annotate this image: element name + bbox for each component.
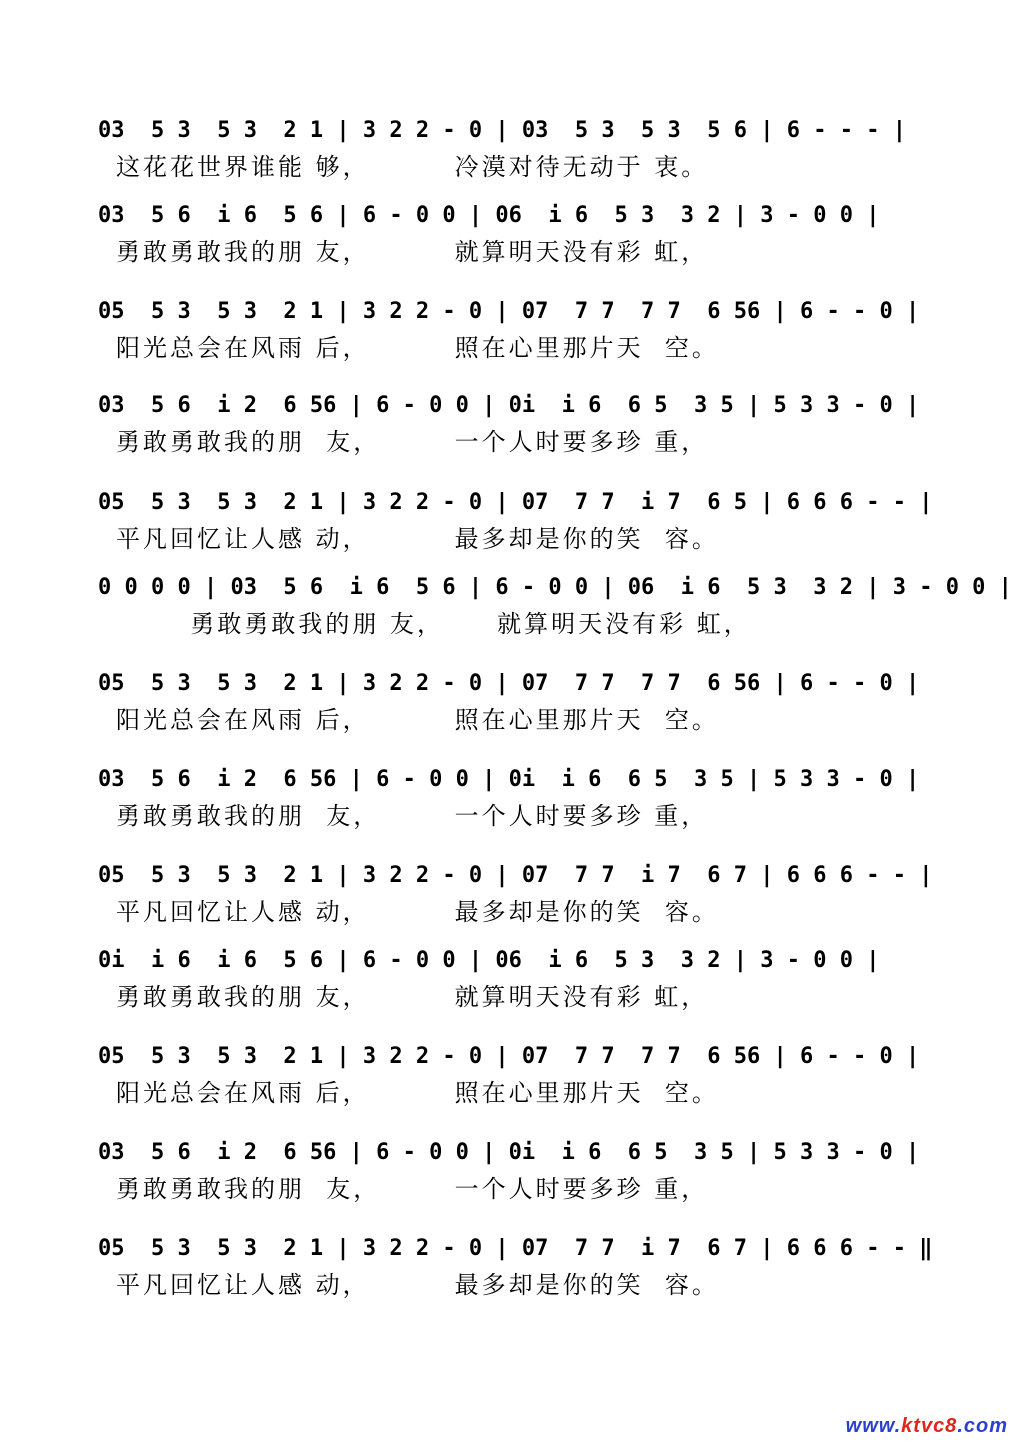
lyrics-line: 勇敢勇敢我的朋 友， 一个人时要多珍 重， — [116, 428, 709, 456]
notation-line: 05 5 3 5 3 2 1 | 3 2 2 - 0 | 07 7 7 i 7 6 7 | 6 6 6 - - ‖ — [98, 1236, 933, 1261]
score-line-3 — [0, 297, 1024, 383]
lyrics-line: 勇敢勇敢我的朋 友， 就算明天没有彩 虹， — [116, 610, 751, 638]
lyrics-line: 阳光总会在风雨 后， 照在心里那片天 空。 — [116, 334, 719, 362]
score-line-4 — [0, 391, 1024, 477]
lyrics-line: 平凡回忆让人感 动， 最多却是你的笑 容。 — [116, 1271, 719, 1299]
lyrics-line: 勇敢勇敢我的朋 友， 就算明天没有彩 虹， — [116, 238, 709, 266]
watermark-domain: ktvc8 — [901, 1415, 958, 1437]
score-line-6 — [0, 573, 1024, 659]
lyrics-line: 勇敢勇敢我的朋 友， 就算明天没有彩 虹， — [116, 983, 709, 1011]
notation-line: 05 5 3 5 3 2 1 | 3 2 2 - 0 | 07 7 7 7 7 6 56 | 6 - - 0 | — [98, 1044, 920, 1069]
score-line-9 — [0, 861, 1024, 947]
lyrics-line: 勇敢勇敢我的朋 友， 一个人时要多珍 重， — [116, 1175, 709, 1203]
score-line-2 — [0, 201, 1024, 287]
lyrics-line: 平凡回忆让人感 动， 最多却是你的笑 容。 — [116, 525, 719, 553]
score-line-1 — [0, 116, 1024, 202]
notation-line: 05 5 3 5 3 2 1 | 3 2 2 - 0 | 07 7 7 i 7 6 5 | 6 6 6 - - | — [98, 490, 933, 515]
notation-line: 03 5 6 i 2 6 56 | 6 - 0 0 | 0i i 6 6 5 3 5 | 5 3 3 - 0 | — [98, 393, 920, 418]
notation-line: 03 5 6 i 2 6 56 | 6 - 0 0 | 0i i 6 6 5 3 5 | 5 3 3 - 0 | — [98, 767, 920, 792]
score-line-13 — [0, 1234, 1024, 1320]
notation-line: 03 5 6 i 2 6 56 | 6 - 0 0 | 0i i 6 6 5 3 5 | 5 3 3 - 0 | — [98, 1140, 920, 1165]
notation-line: 05 5 3 5 3 2 1 | 3 2 2 - 0 | 07 7 7 7 7 6 56 | 6 - - 0 | — [98, 671, 920, 696]
score-line-5 — [0, 488, 1024, 574]
lyrics-line: 平凡回忆让人感 动， 最多却是你的笑 容。 — [116, 898, 719, 926]
score-line-11 — [0, 1042, 1024, 1128]
notation-line: 05 5 3 5 3 2 1 | 3 2 2 - 0 | 07 7 7 i 7 6 7 | 6 6 6 - - | — [98, 863, 933, 888]
notation-line: 05 5 3 5 3 2 1 | 3 2 2 - 0 | 07 7 7 7 7 6 56 | 6 - - 0 | — [98, 299, 920, 324]
score-line-8 — [0, 765, 1024, 851]
lyrics-line: 勇敢勇敢我的朋 友， 一个人时要多珍 重， — [116, 802, 709, 830]
score-line-12 — [0, 1138, 1024, 1224]
notation-line: 03 5 3 5 3 2 1 | 3 2 2 - 0 | 03 5 3 5 3 5 6 | 6 - - - | — [98, 118, 906, 143]
notation-line: 03 5 6 i 6 5 6 | 6 - 0 0 | 06 i 6 5 3 3 2 | 3 - 0 0 | — [98, 203, 880, 228]
lyrics-line: 这花花世界谁能 够， 冷漠对待无动于 衷。 — [116, 153, 709, 181]
lyrics-line: 阳光总会在风雨 后， 照在心里那片天 空。 — [116, 706, 719, 734]
notation-line: 0i i 6 i 6 5 6 | 6 - 0 0 | 06 i 6 5 3 3 2 | 3 - 0 0 | — [98, 948, 880, 973]
score-line-7 — [0, 669, 1024, 755]
score-line-10 — [0, 946, 1024, 1032]
notation-line: 0 0 0 0 | 03 5 6 i 6 5 6 | 6 - 0 0 | 06 i 6 5 3 3 2 | 3 - 0 0 | — [98, 575, 1012, 600]
site-watermark — [846, 1415, 1008, 1438]
lyrics-line: 阳光总会在风雨 后， 照在心里那片天 空。 — [116, 1079, 719, 1107]
watermark-prefix: www. — [845, 1415, 902, 1437]
watermark-suffix: .com — [957, 1415, 1008, 1437]
